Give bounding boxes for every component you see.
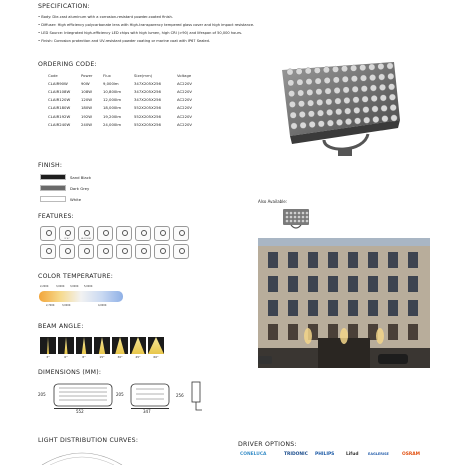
beam-label: 6° — [64, 355, 68, 359]
cct-label: 5,000K — [84, 285, 93, 288]
table-row — [48, 104, 207, 112]
cell-size: 347X205X256 — [134, 97, 161, 103]
light-distribution-curve — [40, 447, 124, 465]
cell-code: CLAIR180W — [48, 105, 71, 111]
beam-angle-3 — [40, 337, 56, 359]
spec-item-diffuser: • Diffuser: High efficiency polycarbonate lens with High-transparency tempered glass cover and high impact resistance. — [38, 23, 255, 27]
beam-angle-30 — [112, 337, 128, 359]
feature-icon-power — [40, 244, 56, 259]
beam-angle-heading: BEAM ANGLE: — [38, 323, 84, 330]
beam-label: 30° — [117, 355, 123, 359]
ordering-header-row — [48, 71, 207, 79]
dimensions-heading: DIMENSIONS (MM): — [38, 369, 102, 376]
color-temp-heading: COLOR TEMPERATURE: — [38, 273, 114, 280]
small-floodlight-image — [281, 207, 311, 231]
brand-lifud: Lifud — [346, 452, 359, 457]
table-row — [48, 112, 207, 120]
floodlight-product-image — [272, 58, 404, 160]
table-row — [48, 79, 207, 87]
table-row — [48, 96, 207, 104]
col-voltage: Voltage — [177, 72, 192, 78]
beam-label: 3° — [46, 355, 50, 359]
feature-icon-sun — [135, 244, 151, 259]
ordering-heading: ORDERING CODE: — [38, 61, 97, 68]
cell-voltage: AC220V — [177, 121, 193, 127]
col-power: Power — [81, 72, 93, 78]
cell-flux: 19,200lm — [103, 113, 122, 119]
cct-label: 3,000K — [56, 285, 65, 288]
feature-icon-thermometer — [97, 226, 113, 241]
driver-options-heading: DRIVER OPTIONS: — [238, 441, 297, 448]
cell-code: CLAIR240W — [48, 121, 71, 127]
feature-icon-surge — [173, 244, 189, 259]
feature-icon-certified — [40, 226, 56, 241]
beam-angle-15 — [94, 337, 110, 359]
cell-size: 552X205X256 — [134, 113, 161, 119]
finish-label: Dark Grey — [70, 185, 90, 191]
dim-large-width: 552 — [76, 409, 84, 414]
spec-item-body: • Body: Die-cast aluminum with a corrosion-resistant powder-coated finish. — [38, 15, 173, 19]
cell-code: CLAIR192W — [48, 113, 71, 119]
cell-voltage: AC220V — [177, 80, 193, 86]
cell-code: CLAIR120W — [48, 97, 71, 103]
feature-label: IP 67 — [64, 237, 70, 240]
dim-large-height: 205 — [38, 392, 46, 397]
feature-label: HI-COLOR — [81, 237, 91, 240]
cell-size: 347X205X256 — [134, 80, 161, 86]
feature-icon-adjustable — [135, 226, 151, 241]
dim-small-width: 347 — [143, 409, 151, 414]
also-available-label: Also Available: — [258, 199, 288, 204]
col-code: Code — [48, 72, 58, 78]
brand-coneluca: CONELUCA — [240, 452, 267, 457]
cell-power: 90W — [81, 80, 90, 86]
cell-size: 552X205X256 — [134, 121, 161, 127]
brand-tridonic: TRIDONIC — [284, 452, 308, 457]
cct-label: 3,000K — [70, 285, 79, 288]
cell-code: CLAIR108W — [48, 88, 71, 94]
feature-icon-ik-rating — [97, 244, 113, 259]
cell-flux: 12,000lm — [103, 97, 122, 103]
color-temperature-bar — [39, 291, 123, 302]
feature-icon-driver — [78, 244, 94, 259]
cell-flux: 18,000lm — [103, 105, 122, 111]
spec-item-led-source: • LED Source: Integrated high-efficiency LED chips with high lumen, high CRI (>90) and lifespan of 50,000 hours. — [38, 31, 243, 35]
feature-icon-dimmable — [116, 226, 132, 241]
table-row — [48, 120, 207, 128]
feature-icon-warranty — [154, 226, 170, 241]
feature-icon-efficiency — [154, 244, 170, 259]
ordering-table — [48, 71, 207, 128]
beam-label: 15° — [99, 355, 105, 359]
dimension-drawing-large — [50, 380, 116, 410]
cell-power: 180W — [81, 105, 93, 111]
cct-label: 2,700K — [46, 304, 55, 307]
cct-label: 2,200K — [40, 285, 49, 288]
dimension-drawing-small — [128, 380, 172, 410]
beam-angle-45 — [130, 337, 146, 359]
cell-power: 192W — [81, 113, 93, 119]
finish-label: White — [70, 196, 82, 202]
col-flux: Flux — [103, 72, 111, 78]
spec-heading: SPECIFICATION: — [38, 3, 90, 10]
cell-voltage: AC220V — [177, 113, 193, 119]
beam-label: 45° — [135, 355, 141, 359]
brand-osram: OSRAM — [402, 452, 421, 457]
beam-angle-60 — [148, 337, 164, 359]
beam-label: 60° — [153, 355, 159, 359]
building-facade-photo — [258, 238, 430, 368]
beam-angle-8 — [76, 337, 92, 359]
cell-voltage: AC220V — [177, 88, 193, 94]
features-heading: FEATURES: — [38, 213, 74, 220]
brand-philips: PHILIPS — [315, 452, 335, 457]
cct-label: 4,000K — [98, 304, 107, 307]
cell-flux: 10,800lm — [103, 88, 122, 94]
feature-icon-hi-color — [78, 226, 94, 241]
finish-swatch — [40, 185, 66, 191]
cell-size: 552X205X256 — [134, 105, 161, 111]
feature-icon-lifetime — [59, 244, 75, 259]
brand-eaglerise: EAGLERISE — [368, 452, 389, 456]
cell-power: 120W — [81, 97, 93, 103]
feature-icon-ip67 — [59, 226, 75, 241]
finish-heading: FINISH: — [38, 162, 63, 169]
spec-item-finish: • Finish: Corrosion protection and UV-resistant powder coating or marine coat with IP67 Sealed. — [38, 39, 211, 43]
finish-label: Sand Black — [70, 174, 92, 180]
beam-label: 8° — [82, 355, 86, 359]
dim-side-height: 256 — [176, 393, 184, 398]
finish-swatch — [40, 196, 66, 202]
spec-list — [38, 13, 254, 45]
cell-flux: 9,000lm — [103, 80, 119, 86]
table-row — [48, 87, 207, 95]
light-distribution-heading: LIGHT DISTRIBUTION CURVES: — [38, 437, 139, 444]
cell-size: 347X205X256 — [134, 88, 161, 94]
cell-voltage: AC220V — [177, 97, 193, 103]
feature-icon-lumen — [116, 244, 132, 259]
beam-angle-6 — [58, 337, 74, 359]
cct-label: 3,000K — [62, 304, 71, 307]
cell-power: 108W — [81, 88, 93, 94]
feature-icon-energy-class — [173, 226, 189, 241]
cell-voltage: AC220V — [177, 105, 193, 111]
dimension-drawing-side — [186, 380, 208, 414]
cell-power: 240W — [81, 121, 93, 127]
cell-code: CLAIR90W — [48, 80, 68, 86]
cell-flux: 24,000lm — [103, 121, 122, 127]
col-size: Size(mm) — [134, 72, 153, 78]
dim-small-height: 205 — [116, 392, 124, 397]
finish-swatch — [40, 174, 66, 180]
